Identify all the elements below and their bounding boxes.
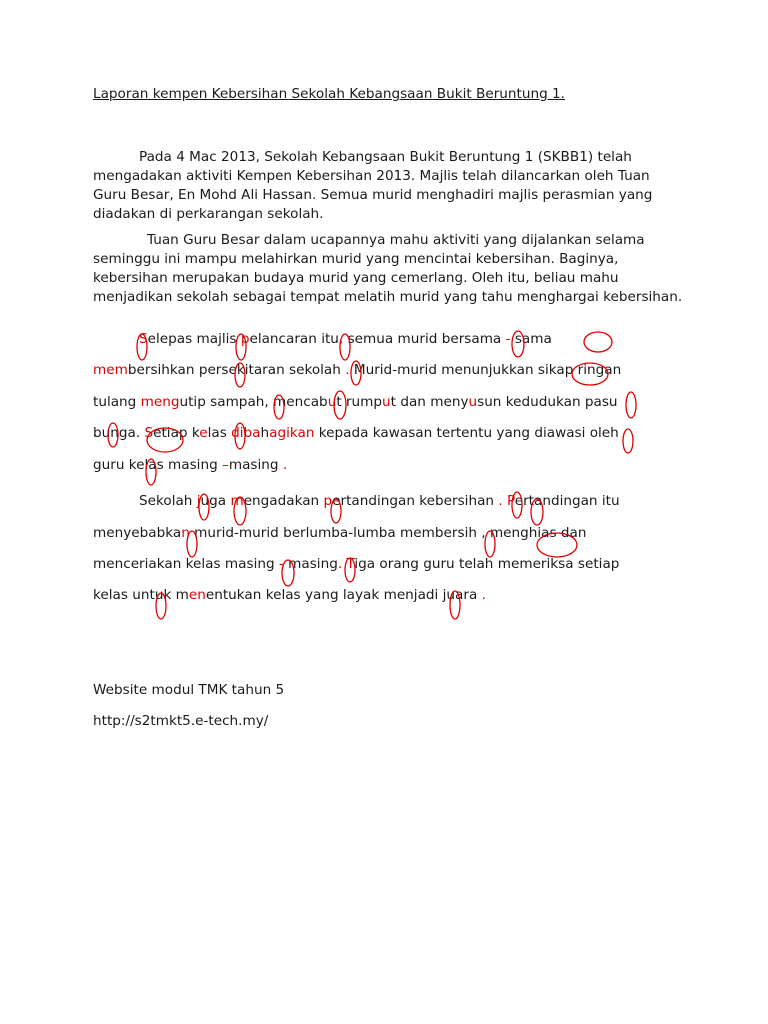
line-text: entukan kelas yang layak menjadi juara — [205, 587, 482, 603]
line-text: sun kedudukan pasu — [477, 394, 618, 410]
line-text: etiap k — [153, 425, 200, 441]
correction-circle — [626, 392, 636, 418]
correction-circle — [572, 363, 608, 385]
correction-text: mem — [93, 362, 128, 378]
correction-circle — [235, 423, 245, 449]
correction-circle — [108, 423, 118, 447]
correction-text: . T — [337, 556, 355, 572]
correction-text: . — [481, 587, 486, 603]
line-text: h — [260, 425, 270, 441]
correction-text: u — [468, 394, 478, 410]
correction-circle — [584, 332, 612, 352]
correction-circle — [623, 429, 633, 453]
correction-text: . — [282, 457, 288, 473]
line-text: kepada kawasan tertentu yang diawasi oleh — [314, 425, 619, 441]
footer-website-label: Website modul TMK tahun 5 — [93, 682, 285, 698]
correction-text: diba — [231, 425, 261, 441]
correction-text: , — [338, 331, 344, 347]
correction-text: e — [199, 425, 208, 441]
correction-circle — [235, 363, 245, 387]
correction-circle — [345, 558, 355, 582]
correction-text: u — [327, 394, 337, 410]
correction-circle — [146, 459, 156, 485]
correction-circle — [137, 334, 147, 360]
line-text: menceriakan kelas masing — [93, 556, 279, 572]
paragraph-1: Pada 4 Mac 2013, Sekolah Kebangsaan Bukit Beruntung 1 (SKBB1) telah mengadakan aktiviti Kempen Kebersihan 2013. Majlis telah dilancarkan oleh Tuan Guru Besar, En Mohd Ali Hassan. Semua murid menghadiri majlis perasmian yang diadakan di perkarangan sekolah. — [93, 149, 653, 222]
correction-text: - — [501, 331, 515, 347]
correction-circle — [156, 593, 166, 619]
line-text: Sekolah — [139, 493, 197, 509]
correction-text: - — [278, 556, 284, 572]
correction-text: S — [139, 331, 148, 347]
correction-text: S — [144, 425, 154, 441]
correction-text: P — [507, 493, 515, 509]
correction-text: n — [197, 587, 206, 603]
correction-circle — [450, 591, 460, 619]
footer-url: http://s2tmkt5.e-tech.my/ — [93, 713, 269, 729]
line-text: elepas majlis — [147, 331, 241, 347]
correction-circle — [512, 492, 522, 518]
line-text: Murid-murid menunjukkan sikap ringan — [349, 362, 622, 378]
line-text: masing — [228, 457, 283, 473]
line-text: elancaran itu — [249, 331, 339, 347]
correction-circle — [147, 428, 183, 452]
line-text: , menghias dan — [481, 525, 587, 541]
paragraph-2: Tuan Guru Besar dalam ucapannya mahu aktiviti yang dijalankan selama seminggu ini mampu melahirkan murid yang mencintai kebersihan. Baginya, kebersihan merupakan budaya murid yang cemerlang. Oleh itu, beliau mahu menjadikan sekolah sebagai tempat melatih murid yang tahu menghargai kebersihan. — [93, 232, 683, 305]
correction-text: – — [222, 457, 229, 473]
correction-circle — [196, 493, 209, 520]
line-text: masing — [283, 556, 338, 572]
correction-text: m — [230, 493, 244, 509]
line-text: las — [207, 425, 232, 441]
correction-circle — [485, 531, 495, 557]
correction-circle — [187, 531, 197, 557]
line-text: kelas untuk m — [93, 587, 189, 603]
line-text: murid-murid berlumba-lumba membersih — [189, 525, 477, 541]
line-text: guru kelas masing — [93, 457, 223, 473]
line-text: tulang — [93, 394, 141, 410]
line-text: ertandingan kebersihan — [332, 493, 499, 509]
correction-text: meng — [140, 394, 180, 410]
correction-text: j — [196, 493, 201, 509]
report-title: Laporan kempen Kebersihan Sekolah Kebangsaan Bukit Beruntung 1. — [93, 86, 566, 102]
line-text: t dan meny — [390, 394, 469, 410]
line-text: sama — [514, 331, 552, 347]
correction-circle — [282, 560, 294, 586]
correction-circle — [531, 499, 543, 525]
line-text: bersihkan persekitaran sekolah — [127, 362, 346, 378]
line-text: menyebabka — [93, 525, 182, 541]
correction-text: agikan — [269, 425, 315, 441]
correction-text: u — [382, 394, 391, 410]
correction-text: p — [240, 331, 250, 347]
line-text: iga orang guru telah memeriksa setiap — [354, 556, 620, 572]
correction-circle — [274, 395, 284, 419]
line-text: engadakan — [243, 493, 324, 509]
correction-text: . — [345, 362, 350, 378]
correction-circle — [351, 361, 361, 385]
line-text: t rump — [336, 394, 383, 410]
correction-circle — [331, 499, 341, 523]
line-text: ertandingan itu — [514, 493, 620, 509]
line-text: bunga. — [93, 425, 145, 441]
correction-circle — [234, 497, 246, 525]
correction-circle — [340, 334, 350, 360]
correction-text: . — [498, 493, 503, 509]
line-text: semua murid bersama — [343, 331, 502, 347]
line-text: uga — [200, 493, 231, 509]
correction-text: n — [181, 525, 190, 541]
correction-circle — [537, 533, 577, 557]
correction-circle — [334, 391, 346, 419]
correction-circle — [236, 334, 246, 360]
correction-circle — [512, 331, 524, 357]
correction-text: e — [188, 587, 198, 603]
line-text: utip sampah, mencab — [179, 394, 328, 410]
correction-text: p — [323, 493, 333, 509]
